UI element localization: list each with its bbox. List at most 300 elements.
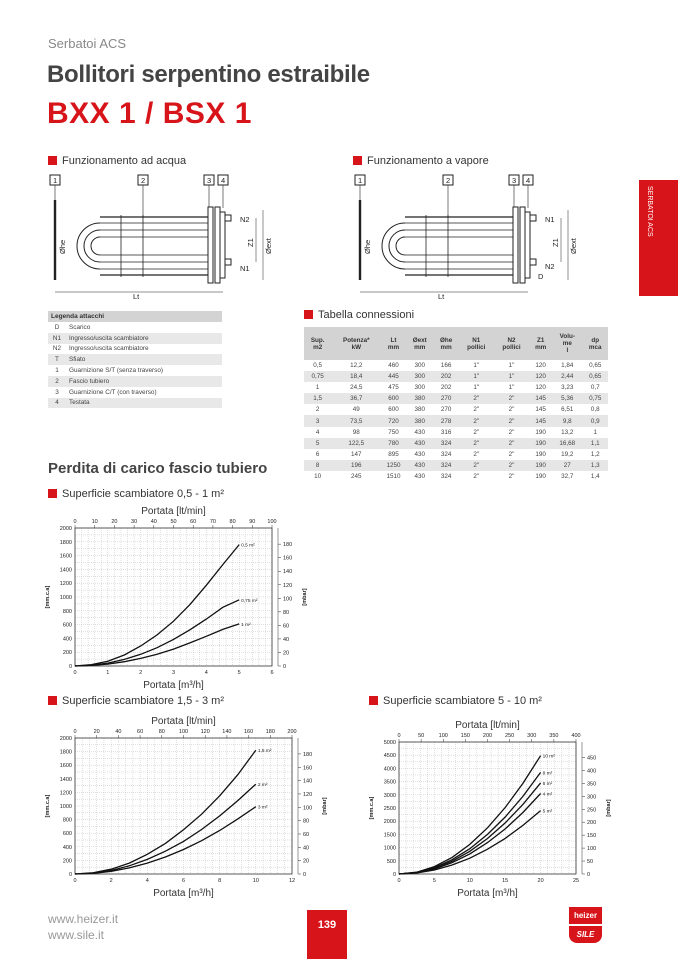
- y2-tick-label: 20: [283, 650, 290, 657]
- table-cell: 0,7: [590, 384, 600, 392]
- y-tick-label: 400: [62, 844, 72, 851]
- x2-tick-label: 100: [438, 733, 448, 739]
- side-section-tab: [639, 180, 678, 296]
- legend-row: [48, 365, 222, 376]
- y2-tick-label: 250: [587, 807, 597, 814]
- table-cell: 2": [494, 415, 529, 426]
- x2-tick-label: 50: [418, 733, 425, 739]
- page-title: Bollitori serpentino estraibile: [47, 61, 370, 88]
- y-tick-label: 1600: [59, 763, 72, 770]
- conn-header-line: Potenza*: [343, 336, 370, 344]
- red-square-icon: [304, 310, 313, 319]
- y2-tick-label: 120: [283, 582, 293, 589]
- y-tick-label: 3500: [383, 779, 396, 786]
- conn-header-line: Volu-: [559, 333, 575, 340]
- table-cell: 1,3: [582, 460, 608, 471]
- x2-tick-label: 350: [549, 733, 559, 739]
- table-cell: 1": [473, 362, 480, 370]
- y-tick-label: 4500: [383, 753, 396, 760]
- legend-text: Fascio tubiero: [66, 376, 222, 387]
- conn-header-line: mm: [440, 343, 452, 351]
- legend-row: [48, 333, 222, 344]
- x-tick-label: 2: [139, 670, 143, 676]
- steam-diagram: [350, 172, 585, 302]
- conn-header-line: Øhe: [440, 336, 453, 344]
- table-cell: 380: [406, 393, 434, 404]
- table-cell: 27: [552, 460, 582, 471]
- label-lt: Lt: [133, 292, 140, 301]
- y-axis-label: [mm.c.a]: [369, 796, 375, 820]
- table-row: [304, 471, 608, 482]
- conn-header-line: dp: [591, 336, 600, 344]
- y-axis-label: [mm.c.a]: [45, 794, 51, 818]
- y-tick-label: 1800: [59, 539, 72, 546]
- x2-tick-label: 100: [267, 519, 277, 525]
- conn-header-cell: [494, 327, 529, 360]
- table-cell: 0,65: [582, 371, 608, 382]
- x2-tick-label: 300: [527, 733, 537, 739]
- legend-code: 1: [55, 367, 59, 375]
- y-tick-label: 200: [62, 858, 72, 865]
- x-axis-label: Portata [m³/h]: [143, 680, 204, 691]
- steam-label-z1: Z1: [551, 238, 560, 247]
- y-tick-label: 1600: [59, 553, 72, 560]
- y2-tick-label: 40: [283, 636, 290, 643]
- legend-text: Guarnizione C/T (con traverso): [69, 388, 157, 396]
- table-cell: 2": [459, 415, 494, 426]
- table-cell: 12,2: [350, 362, 363, 370]
- table-cell: 120: [535, 384, 546, 392]
- y-tick-label: 2000: [59, 736, 72, 742]
- legend-text: Ingresso/uscita scambiatore: [66, 333, 222, 344]
- series-label: 0,75 m²: [241, 598, 258, 604]
- conn-header-line: Z1: [537, 336, 545, 344]
- chart2-title: Superficie scambiatore 1,5 - 3 m²: [62, 695, 225, 707]
- y-tick-label: 0: [392, 872, 396, 878]
- label-dext: Øext: [264, 238, 273, 254]
- y2-tick-label: 100: [303, 805, 313, 812]
- y2-tick-label: 0: [283, 664, 287, 670]
- x2-tick-label: 150: [460, 733, 470, 739]
- x2-tick-label: 160: [244, 729, 254, 735]
- conn-header-cell: [582, 327, 608, 360]
- table-cell: 460: [388, 362, 399, 370]
- x2-tick-label: 40: [115, 729, 122, 735]
- table-cell: 475: [388, 384, 399, 392]
- pressure-section-title: Perdita di carico fascio tubiero: [48, 460, 268, 477]
- table-cell: 2": [473, 472, 480, 480]
- table-cell: 2": [494, 438, 529, 449]
- table-cell: 0,8: [590, 406, 600, 414]
- table-row: [304, 371, 608, 382]
- table-cell: 6,51: [561, 406, 574, 414]
- table-cell: 2": [459, 438, 494, 449]
- table-cell: 190: [529, 460, 552, 471]
- legend-code: D: [54, 323, 60, 331]
- conn-header-line: Øext: [412, 336, 427, 344]
- x2-tick-label: 0: [73, 519, 77, 525]
- table-cell: 32,7: [561, 472, 574, 480]
- series-label: 2 m²: [257, 783, 268, 789]
- x-axis-label: Portata [m³/h]: [153, 888, 214, 899]
- steam-diagram-label-text: Funzionamento a vapore: [367, 155, 489, 167]
- table-row: [304, 404, 608, 415]
- table-cell: 380: [406, 415, 434, 426]
- y-tick-label: 0: [68, 664, 72, 670]
- x2-tick-label: 20: [111, 519, 118, 525]
- x2-axis-label: Portata [lt/min]: [151, 716, 216, 727]
- legend-code: N2: [52, 345, 62, 353]
- series-label: 6 m²: [542, 781, 553, 787]
- steam-callout-3: 3: [512, 176, 517, 185]
- conn-header-line: kW: [351, 343, 362, 351]
- table-cell: 147: [351, 450, 362, 458]
- table-cell: 1,2: [590, 450, 600, 458]
- table-cell: 2,44: [552, 371, 582, 382]
- y-tick-label: 600: [62, 831, 72, 838]
- table-cell: 2": [459, 393, 494, 404]
- y-tick-label: 800: [62, 817, 72, 824]
- table-cell: 720: [381, 415, 405, 426]
- table-cell: 16,68: [552, 438, 582, 449]
- table-cell: 324: [434, 460, 459, 471]
- y-tick-label: 2000: [59, 526, 72, 532]
- callout-1: 1: [53, 176, 58, 185]
- conn-header-line: l: [566, 347, 569, 354]
- table-cell: 13,2: [561, 428, 574, 436]
- y2-tick-label: 400: [587, 768, 597, 775]
- table-cell: 6: [315, 450, 320, 458]
- chart-3: [364, 714, 614, 900]
- footer-url-heizer[interactable]: www.heizer.it: [48, 912, 119, 926]
- y-tick-label: 1200: [59, 581, 72, 588]
- water-diagram-label-text: Funzionamento ad acqua: [62, 155, 187, 167]
- table-cell: 0,9: [582, 415, 608, 426]
- table-cell: 18,4: [331, 371, 381, 382]
- y2-axis-label: [mbar]: [322, 797, 328, 815]
- y-tick-label: 2500: [383, 806, 396, 812]
- legend-row: [48, 387, 222, 398]
- series-label: 3 m²: [257, 805, 268, 811]
- table-cell: 2": [508, 428, 515, 436]
- brand-logo: [569, 907, 602, 943]
- table-cell: 36,7: [331, 393, 381, 404]
- x2-axis-label: Portata [lt/min]: [141, 506, 206, 517]
- side-tab-label: SERBATOI ACS: [646, 186, 653, 237]
- y2-tick-label: 450: [587, 755, 597, 762]
- table-cell: 24,5: [350, 384, 363, 392]
- table-cell: 2": [508, 472, 515, 480]
- table-cell: 3,23: [561, 384, 574, 392]
- x-tick-label: 20: [537, 878, 544, 884]
- x-tick-label: 25: [572, 878, 580, 884]
- table-cell: 300: [406, 371, 434, 382]
- x-tick-label: 2: [109, 878, 113, 884]
- table-row: [304, 382, 608, 393]
- conn-header-line: pollici: [467, 343, 486, 351]
- series-label: 0,5 m²: [241, 543, 255, 549]
- y2-tick-label: 180: [303, 751, 313, 758]
- legend-code: 3: [55, 388, 59, 396]
- legend-code: 2: [48, 376, 66, 387]
- steam-callout-2: 2: [446, 176, 451, 185]
- conn-header-cell: [459, 327, 494, 360]
- legend-text: Guarnizione S/T (senza traverso): [69, 367, 164, 375]
- table-cell: 2": [494, 460, 529, 471]
- table-cell: 1": [459, 371, 494, 382]
- table-cell: 324: [434, 438, 459, 449]
- steam-callout-1: 1: [358, 176, 363, 185]
- table-row: [304, 427, 608, 438]
- table-cell: 1,1: [582, 438, 608, 449]
- y2-tick-label: 40: [303, 845, 310, 852]
- table-cell: 120: [535, 362, 546, 370]
- y2-tick-label: 20: [303, 858, 310, 865]
- table-cell: 196: [331, 460, 381, 471]
- table-cell: 380: [414, 406, 425, 414]
- table-cell: 600: [381, 393, 405, 404]
- table-cell: 190: [535, 450, 546, 458]
- label-dhe: Øhe: [58, 239, 67, 254]
- label-z1: Z1: [246, 238, 255, 247]
- table-cell: 2": [459, 460, 494, 471]
- steam-label-dhe: Øhe: [363, 239, 372, 254]
- table-cell: 3: [304, 415, 331, 426]
- x2-tick-label: 30: [131, 519, 138, 525]
- table-cell: 2": [508, 406, 515, 414]
- table-cell: 1,5: [304, 393, 331, 404]
- table-cell: 1: [593, 428, 597, 436]
- y-tick-label: 1200: [59, 790, 72, 797]
- y2-tick-label: 60: [303, 831, 310, 838]
- legend-code: 4: [48, 398, 66, 409]
- table-cell: 278: [434, 415, 459, 426]
- table-cell: 316: [440, 428, 452, 436]
- table-cell: 5: [304, 438, 331, 449]
- y2-tick-label: 140: [283, 569, 293, 576]
- table-cell: 5,36: [552, 393, 582, 404]
- series-line: [399, 794, 541, 875]
- conn-header-line: mca: [588, 343, 602, 351]
- y2-tick-label: 140: [303, 778, 313, 785]
- table-cell: 300: [414, 384, 425, 392]
- table-cell: 324: [440, 472, 452, 480]
- table-cell: 73,5: [331, 415, 381, 426]
- footer-urls: [48, 911, 118, 943]
- table-cell: 98: [352, 428, 360, 436]
- y-tick-label: 200: [62, 650, 72, 657]
- steam-label-n-bottom: N2: [545, 262, 555, 271]
- category-label: Serbatoi ACS: [48, 36, 127, 51]
- y2-tick-label: 100: [283, 596, 293, 603]
- table-cell: 122,5: [331, 438, 381, 449]
- table-cell: 190: [535, 428, 546, 436]
- table-cell: 1": [473, 384, 480, 392]
- table-cell: 2": [473, 428, 480, 436]
- series-line: [75, 624, 239, 666]
- conn-header-line: pollici: [502, 343, 521, 351]
- conn-header-cell: [552, 327, 582, 360]
- steam-callout-4: 4: [526, 176, 531, 185]
- table-cell: 600: [388, 406, 399, 414]
- y-tick-label: 2000: [383, 819, 396, 826]
- x2-tick-label: 120: [200, 729, 210, 735]
- callout-3: 3: [207, 176, 212, 185]
- x2-tick-label: 20: [93, 729, 100, 735]
- table-cell: 190: [535, 472, 546, 480]
- y-tick-label: 1000: [59, 804, 72, 810]
- chart-1: [40, 500, 310, 692]
- table-cell: 145: [535, 406, 546, 414]
- legend-row: [48, 398, 222, 409]
- x-axis-label: Portata [m³/h]: [457, 888, 518, 899]
- x2-tick-label: 10: [91, 519, 98, 525]
- x2-tick-label: 100: [178, 729, 189, 735]
- table-cell: 9,8: [552, 415, 582, 426]
- series-label: 10 m²: [542, 754, 555, 760]
- x2-tick-label: 50: [170, 519, 177, 525]
- y-tick-label: 800: [62, 608, 72, 615]
- legend-text: Ingresso/uscita scambiatore: [69, 345, 149, 353]
- chart-2: [40, 710, 330, 900]
- table-row: [304, 449, 608, 460]
- conn-header-line: Sup.: [310, 336, 325, 344]
- y2-tick-label: 0: [587, 872, 591, 878]
- x2-tick-label: 90: [249, 519, 256, 525]
- x-tick-label: 5: [237, 670, 241, 676]
- x-tick-label: 4: [145, 878, 149, 884]
- x2-tick-label: 70: [209, 519, 216, 525]
- y2-tick-label: 80: [283, 609, 290, 616]
- y2-tick-label: 350: [587, 781, 597, 788]
- x-tick-label: 10: [252, 878, 259, 884]
- conn-header-line: mm: [535, 343, 547, 351]
- y-tick-label: 600: [62, 622, 72, 629]
- legend-code: T: [48, 354, 66, 365]
- legend-text: Scarico: [69, 323, 91, 331]
- x-tick-label: 0: [73, 878, 77, 884]
- table-cell: 8: [304, 460, 331, 471]
- table-cell: 19,2: [561, 450, 574, 458]
- sile-logo: SILE: [569, 926, 602, 943]
- x-tick-label: 1: [106, 670, 110, 676]
- x2-tick-label: 250: [505, 733, 515, 739]
- y2-tick-label: 180: [283, 542, 293, 549]
- chart1-title: Superficie scambiatore 0,5 - 1 m²: [62, 488, 225, 500]
- table-cell: 10: [314, 472, 322, 480]
- x-tick-label: 5: [432, 878, 436, 884]
- x-tick-label: 0: [73, 670, 77, 676]
- conn-header-line: N1: [472, 336, 481, 344]
- table-cell: 1,84: [561, 362, 574, 370]
- model-title: BXX 1 / BSX 1: [47, 97, 252, 130]
- conn-header-line: me: [562, 340, 572, 347]
- conn-header-line: m2: [313, 343, 323, 351]
- chart1-label: [48, 488, 224, 500]
- table-cell: 1": [494, 371, 529, 382]
- x-tick-label: 4: [204, 670, 208, 676]
- table-row: [304, 360, 608, 371]
- legend-text: Testata: [66, 398, 222, 409]
- y-tick-label: 1400: [59, 567, 72, 574]
- table-cell: 2": [473, 406, 480, 414]
- callout-4: 4: [221, 176, 226, 185]
- series-line: [75, 750, 256, 874]
- table-cell: 2: [315, 406, 320, 414]
- series-label: 1 m²: [241, 622, 251, 628]
- table-cell: 750: [388, 428, 399, 436]
- y-tick-label: 400: [62, 636, 72, 643]
- connections-title: Tabella connessioni: [318, 309, 415, 321]
- legend-code: N1: [48, 333, 66, 344]
- table-cell: 4: [315, 428, 320, 436]
- chart3-title: Superficie scambiatore 5 - 10 m²: [383, 695, 542, 707]
- y2-tick-label: 300: [587, 794, 597, 801]
- table-cell: 1": [508, 384, 515, 392]
- steam-diagram-label: [353, 155, 489, 167]
- table-cell: 202: [434, 371, 459, 382]
- y2-tick-label: 60: [283, 623, 290, 630]
- label-n-top: N2: [240, 215, 250, 224]
- x2-tick-label: 80: [229, 519, 236, 525]
- table-cell: 2": [508, 450, 515, 458]
- table-cell: 1: [315, 384, 320, 392]
- table-cell: 202: [440, 384, 452, 392]
- y2-tick-label: 200: [587, 820, 597, 827]
- y-tick-label: 1000: [59, 595, 72, 601]
- conn-header-line: Lt: [390, 336, 397, 344]
- y-tick-label: 4000: [383, 766, 396, 773]
- x2-tick-label: 60: [190, 519, 197, 525]
- x2-tick-label: 0: [397, 733, 401, 739]
- y-tick-label: 1500: [383, 832, 396, 839]
- table-cell: 780: [381, 438, 405, 449]
- x-tick-label: 10: [466, 878, 473, 884]
- legend-row: [48, 354, 222, 365]
- conn-header-cell: [331, 327, 381, 360]
- table-cell: 895: [388, 450, 399, 458]
- legend-table: [48, 311, 222, 408]
- legend-title: Legenda attacchi: [48, 311, 222, 322]
- table-cell: 430: [414, 428, 425, 436]
- table-cell: 430: [414, 472, 425, 480]
- y-axis-label: [mm.c.a]: [45, 585, 51, 609]
- table-row: [304, 415, 608, 426]
- table-cell: 145: [529, 393, 552, 404]
- conn-header-cell: [434, 327, 459, 360]
- legend-row: [48, 344, 222, 355]
- table-cell: 1510: [386, 472, 401, 480]
- conn-header-cell: [406, 327, 434, 360]
- series-label: 1,5 m²: [257, 749, 272, 755]
- table-cell: 190: [529, 438, 552, 449]
- y2-tick-label: 120: [303, 791, 313, 798]
- conn-header-line: mm: [387, 343, 400, 351]
- connections-label: [304, 309, 414, 321]
- callout-2: 2: [141, 176, 146, 185]
- table-cell: 245: [351, 472, 362, 480]
- table-row: [304, 393, 608, 404]
- table-row: [304, 460, 608, 471]
- table-cell: 0,65: [589, 362, 602, 370]
- table-cell: 0,75: [582, 393, 608, 404]
- conn-header-line: N2: [507, 336, 516, 344]
- footer-url-sile[interactable]: www.sile.it: [48, 928, 105, 942]
- conn-header-line: mm: [414, 343, 426, 351]
- x2-tick-label: 200: [287, 729, 297, 735]
- x2-tick-label: 60: [137, 729, 144, 735]
- steam-label-dext: Øext: [569, 238, 578, 254]
